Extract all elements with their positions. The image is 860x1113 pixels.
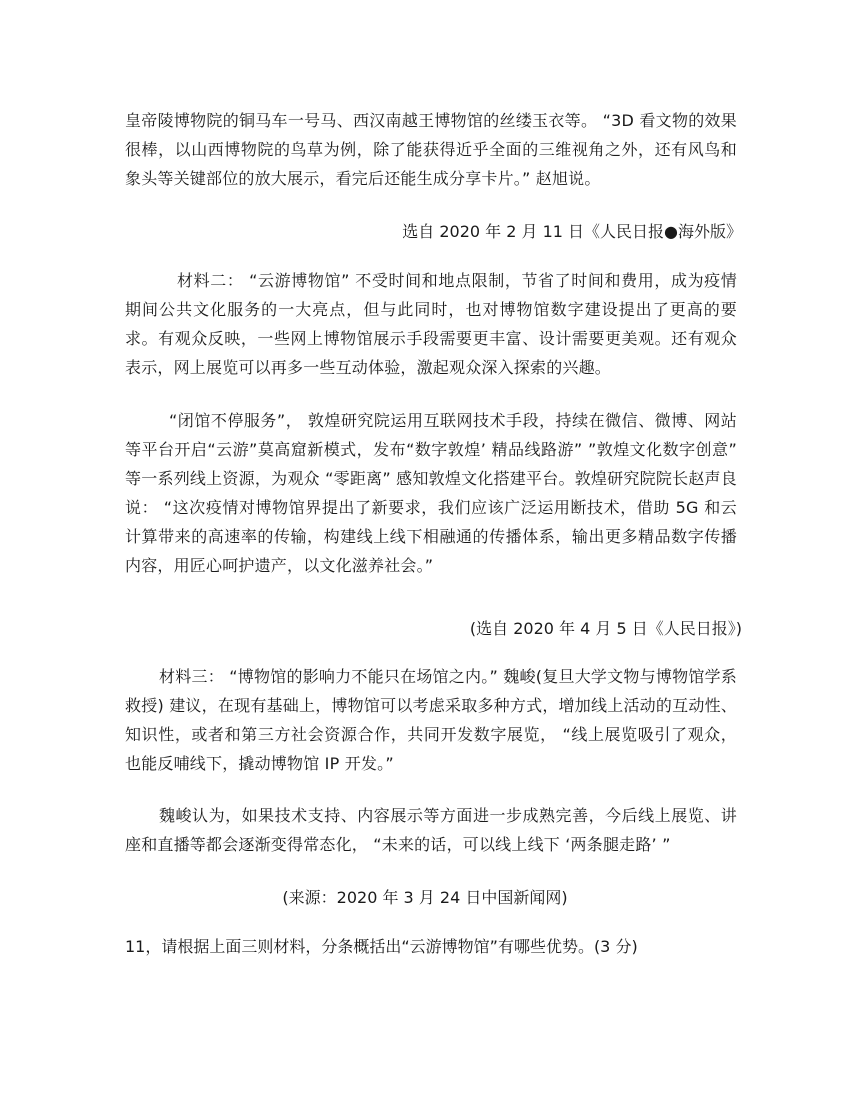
- question-11: 11，请根据上面三则材料，分条概括出“云游博物馆”有哪些优势。(3 分): [125, 937, 638, 956]
- paragraph-wei-jun: 魏峻认为，如果技术支持、内容展示等方面进一步成熟完善，今后线上展览、讲座和直播等都会逐渐变得常态化， “未来的话，可以线上线下 ‘两条腿走路’ ”: [125, 806, 737, 854]
- source-citation-3: (来源：2020 年 3 月 24 日中国新闻网): [282, 888, 568, 907]
- paragraph-material-three: 材料三： “博物馆的影响力不能只在场馆之内。” 魏峻(复旦大学文物与博物馆学系救授) 建议，在现有基础上，博物馆可以考虑采取多种方式，增加线上活动的互动性、知识性，或者和第三方社会资源合作，共同开发数字展览， “线上展览吸引了观众，也能反哺线下，撬动博物馆 IP 开发。”: [125, 667, 737, 773]
- source-citation-1: 选自 2020 年 2 月 11 日《人民日报●海外版》: [402, 222, 742, 241]
- paragraph-dunhuang: “闭馆不停服务”， 敦煌研究院运用互联网技术手段，持续在微信、微博、网站等平台开启“云游”莫高窟新模式，发布“数字敦煌’ 精品线路游” ”敦煌文化数字创意” 等一系列线上资源，为观众 “零距离” 感知敦煌文化搭建平台。敦煌研究院院长赵声良说： “这次疫情对博物馆界提出了新要求，我们应该广泛运用断技术，借助 5G 和云计算带来的高速率的传输，构建线上线下相融通的传播体系，输出更多精品数字传播内容，用匠心呵护遗产，以文化滋养社会。”: [125, 411, 737, 575]
- paragraph-material-one-end: 皇帝陵博物院的铜马车一号马、西汉南越王博物馆的丝缕玉衣等。 “3D 看文物的效果很棒，以山西博物院的鸟草为例，除了能获得近乎全面的三维视角之外，还有风鸟和象头等关键部位的放大展示，看完后还能生成分享卡片。” 赵旭说。: [125, 111, 737, 188]
- source-citation-2: (选自 2020 年 4 月 5 日《人民日报》): [469, 619, 742, 638]
- paragraph-material-two: 材料二： “云游博物馆” 不受时间和地点限制，节省了时间和费用，成为疫情期间公共文化服务的一大亮点，但与此同时，也对博物馆数字建设提出了更高的要求。有观众反映，一些网上博物馆展示手段需要更丰富、设计需要更美观。还有观众表示，网上展览可以再多一些互动体验，激起观众深入探索的兴趣。: [125, 271, 737, 377]
